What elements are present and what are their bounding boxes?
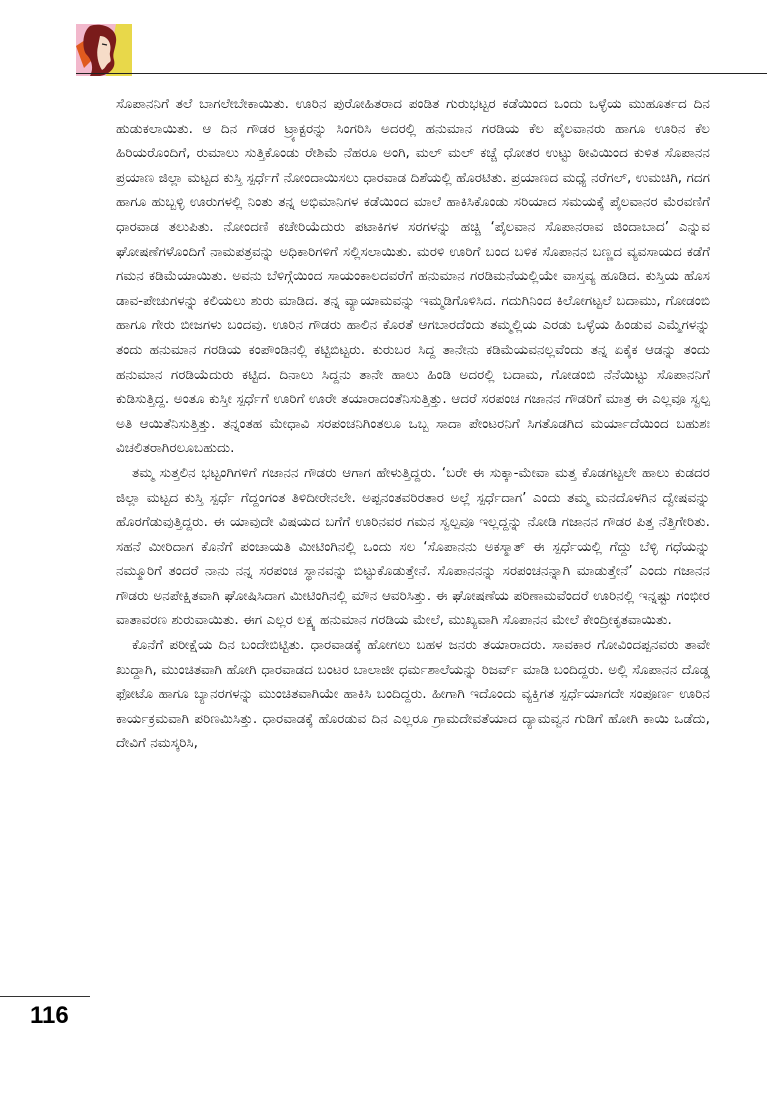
footer-rule bbox=[0, 996, 90, 997]
header-rule bbox=[76, 73, 767, 74]
page-number: 116 bbox=[30, 1002, 69, 1029]
paragraph: ಸೊಪಾನನಿಗೆ ತಲೆ ಬಾಗಲೇಬೇಕಾಯಿತು. ಊರಿನ ಪುರೋಹಿತರಾದ ಪಂಡಿತ ಗುರುಭಟ್ಟರ ಕಡೆಯಿಂದ ಒಂದು ಒಳ್ಳೆಯ ಮುಹೂರ್ತದ ದಿನ ಹುಡುಕಲಾಯಿತು. ಆ ದಿನ ಗೌಡರ ಟ್ರ್ಯಾಕ್ಟರನ್ನು ಸಿಂಗರಿಸಿ ಅದರಲ್ಲಿ ಹನುಮಾನ ಗರಡಿಯ ಕೆಲ ಪೈಲವಾನರು ಹಾಗೂ ಊರಿನ ಕೆಲ ಹಿರಿಯರೊಂದಿಗೆ, ರುಮಾಲು ಸುತ್ತಿಕೊಂಡು ರೇಶಿಮೆ ನೆಹರೂ ಅಂಗಿ, ಮಲ್ ಮಲ್ ಕಚ್ಚೆ ಧೋತರ ಉಟ್ಟು ಠೀವಿಯಿಂದ ಕುಳಿತ ಸೊಪಾನನ ಪ್ರಯಾಣ ಜಿಲ್ಲಾ ಮಟ್ಟದ ಕುಸ್ತಿ ಸ್ಪರ್ಧೆಗೆ ನೋಂದಾಯಿಸಲು ಧಾರವಾಡ ದಿಶೆಯಲ್ಲಿ ಹೊರಟಿತು. ಪ್ರಯಾಣದ ಮಧ್ಯೆ ನರೆಗಲ್, ಉಮಚಿಗಿ, ಗದಗ ಹಾಗೂ ಹುಬ್ಬಳ್ಳಿ ಊರುಗಳಲ್ಲಿ ನಿಂತು ತನ್ನ ಅಭಿಮಾನಿಗಳ ಕಡೆಯಿಂದ ಮಾಲೆ ಹಾಕಿಸಿಕೊಂಡು ಸರಿಯಾದ ಸಮಯಕ್ಕೆ ಪೈಲವಾನರ ಮೆರವಣಿಗೆ ಧಾರವಾಡ ತಲುಪಿತು. ನೋಂದಣಿ ಕಚೇರಿಯೆದುರು ಪಟಾಕಿಗಳ ಸರಗಳನ್ನು ಹಚ್ಚಿ ‘ಪೈಲವಾನ ಸೊಪಾನರಾವ ಜಿಂದಾಬಾದ’ ಎನ್ನುವ ಘೋಷಣೆಗಳೊಂದಿಗೆ ನಾಮಪತ್ರವನ್ನು ಅಧಿಕಾರಿಗಳಿಗೆ ಸಲ್ಲಿಸಲಾಯಿತು. ಮರಳಿ ಊರಿಗೆ ಬಂದ ಬಳಿಕ ಸೊಪಾನನ ಬಣ್ಣದ ವ್ಯವಸಾಯದ ಕಡೆಗೆ ಗಮನ ಕಡಿಮೆಯಾಯಿತು. ಅವನು ಬೆಳಿಗ್ಗೆಯಿಂದ ಸಾಯಂಕಾಲದವರೆಗೆ ಹನುಮಾನ ಗರಡಿಮನೆಯಲ್ಲಿಯೇ ವಾಸ್ತವ್ಯ ಹೂಡಿದ. ಕುಸ್ತಿಯ ಹೊಸ ಡಾವ-ಪೇಚುಗಳನ್ನು ಕಲಿಯಲು ಶುರು ಮಾಡಿದ. ತನ್ನ ವ್ಯಾಯಾಮವನ್ನು ಇಮ್ಮಡಿಗೊಳಿಸಿದ. ಗದುಗಿನಿಂದ ಕಿಲೋಗಟ್ಟಲೆ ಬದಾಮು, ಗೋಡಂಬಿ ಹಾಗೂ ಗೇರು ಬೀಜಗಳು ಬಂದವು. ಊರಿನ ಗೌಡರು ಹಾಲಿನ ಕೊರತೆ ಆಗಬಾರದೆಂದು ತಮ್ಮಲ್ಲಿಯ ಎರಡು ಒಳ್ಳೆಯ ಹಿಂಡುವ ಎಮ್ಮೆಗಳನ್ನು ತಂದು ಹನುಮಾನ ಗರಡಿಯ ಕಂಪೌಂಡಿನಲ್ಲಿ ಕಟ್ಟಿಬಿಟ್ಟರು. ಕುರುಬರ ಸಿದ್ದ ತಾನೇನು ಕಡಿಮೆಯವನಲ್ಲವೆಂದು ತನ್ನ ಏಕೈಕ ಆಡನ್ನು ತಂದು ಹನುಮಾನ ಗರಡಿಯೆದುರು ಕಟ್ಟಿದ. ದಿನಾಲು ಸಿದ್ದನು ತಾನೇ ಹಾಲು ಹಿಂಡಿ ಅದರಲ್ಲಿ ಬದಾಮ, ಗೋಡಂಬಿ ನೆನೆಯಿಟ್ಟು ಸೊಪಾನನಿಗೆ ಕುಡಿಸುತ್ತಿದ್ದ. ಅಂತೂ ಕುಸ್ತೀ ಸ್ಪರ್ಧೆಗೆ ಊರಿಗೆ ಊರೇ ತಯಾರಾದಂತೆನಿಸುತ್ತಿತ್ತು. ಆದರೆ ಸರಪಂಚ ಗಜಾನನ ಗೌಡರಿಗೆ ಮಾತ್ರ ಈ ಎಲ್ಲವೂ ಸ್ವಲ್ಪ ಅತಿ ಆಯಿತೆನಿಸುತ್ತಿತ್ತು. ತನ್ನಂತಹ ಮೇಧಾವಿ ಸರಪಂಚನಿಗಿಂತಲೂ ಒಬ್ಬ ಸಾದಾ ಪೇಂಟರನಿಗೆ ಸಿಗತೊಡಗಿದ ಮರ್ಯಾದೆಯಿಂದ ಬಹುಶಃ ವಿಚಲಿತರಾಗಿರಲೂಬಹುದು. bbox=[116, 96, 710, 457]
paragraph: ಕೊನೆಗೆ ಪರೀಕ್ಷೆಯ ದಿನ ಬಂದೇಬಿಟ್ಟಿತು. ಧಾರವಾಡಕ್ಕೆ ಹೋಗಲು ಬಹಳ ಜನರು ತಯಾರಾದರು. ಸಾವಕಾರ ಗೋವಿಂದಪ್ಪನವರು ತಾವೇ ಖುದ್ದಾಗಿ, ಮುಂಚಿತವಾಗಿ ಹೋಗಿ ಧಾರವಾಡದ ಬಂಟರ ಬಾಲಾಜೀ ಧರ್ಮಶಾಲೆಯನ್ನು ರಿಜರ್ವ್ ಮಾಡಿ ಬಂದಿದ್ದರು. ಅಲ್ಲಿ ಸೊಪಾನನ ದೊಡ್ಡ ಫೋಟೊ ಹಾಗೂ ಬ್ಯಾನರಗಳನ್ನು ಮುಂಚಿತವಾಗಿಯೇ ಹಾಕಿಸಿ ಬಂದಿದ್ದರು. ಹೀಗಾಗಿ ಇದೊಂದು ವ್ಯಕ್ತಿಗತ ಸ್ಪರ್ಧೆಯಾಗದೇ ಸಂಪೂರ್ಣ ಊರಿನ ಕಾರ್ಯಕ್ರಮವಾಗಿ ಪರಿಣಮಿಸಿತ್ತು. ಧಾರವಾಡಕ್ಕೆ ಹೊರಡುವ ದಿನ ಎಲ್ಲರೂ ಗ್ರಾಮದೇವತೆಯಾದ ದ್ಯಾಮವ್ವನ ಗುಡಿಗೆ ಹೋಗಿ ಕಾಯಿ ಒಡೆದು, ದೇವಿಗೆ ನಮಸ್ಕರಿಸಿ, bbox=[116, 637, 710, 752]
face-profile-logo-icon bbox=[76, 24, 132, 76]
body-text bbox=[116, 92, 710, 756]
paragraph: ತಮ್ಮ ಸುತ್ತಲಿನ ಭಟ್ಟಂಗಿಗಳಿಗೆ ಗಜಾನನ ಗೌಡರು ಆಗಾಗ ಹೇಳುತ್ತಿದ್ದರು. ‘ಬರೇ ಈ ಸುಕ್ಕಾ-ಮೇವಾ ಮತ್ತ ಕೊಡಗಟ್ಟಲೇ ಹಾಲು ಕುಡದರ ಜಿಲ್ಲಾ ಮಟ್ಟದ ಕುಸ್ತಿ ಸ್ಪರ್ಧೆ ಗೆದ್ದಂಗಂತ ತಿಳಿದೀರೇನಲೇ. ಅಪ್ಪನಂತವರಿರತಾರ ಅಲ್ಲೆ ಸ್ಪರ್ಧೆದಾಗ’ ಎಂದು ತಮ್ಮ ಮನದೊಳಗಿನ ದ್ವೇಷವನ್ನು ಹೊರಗೆಡುವುತ್ತಿದ್ದರು. ಈ ಯಾವುದೇ ವಿಷಯದ ಬಗೆಗೆ ಊರಿನವರ ಗಮನ ಸ್ವಲ್ಪವೂ ಇಲ್ಲದ್ದನ್ನು ನೋಡಿ ಗಜಾನನ ಗೌಡರ ಪಿತ್ತ ನೆತ್ತಿಗೇರಿತು. ಸಹನೆ ಮೀರಿದಾಗ ಕೊನೆಗೆ ಪಂಚಾಯತಿ ಮೀಟಿಂಗಿನಲ್ಲಿ ಒಂದು ಸಲ ‘ಸೊಪಾನನು ಅಕಸ್ಮಾತ್ ಈ ಸ್ಪರ್ಧೆಯಲ್ಲಿ ಗೆದ್ದು ಬೆಳ್ಳಿ ಗಧೆಯನ್ನು ನಮ್ಮೂರಿಗೆ ತಂದರೆ ನಾನು ನನ್ನ ಸರಪಂಚ ಸ್ಥಾನವನ್ನು ಬಿಟ್ಟುಕೊಡುತ್ತೇನೆ. ಸೊಪಾನನನ್ನು ಸರಪಂಚನನ್ನಾಗಿ ಮಾಡುತ್ತೇನೆ’ ಎಂದು ಗಜಾನನ ಗೌಡರು ಅನಪೇಕ್ಷಿತವಾಗಿ ಘೋಷಿಸಿದಾಗ ಮೀಟಿಂಗಿನಲ್ಲಿ ಮೌನ ಆವರಿಸಿತ್ತು. ಈ ಘೋಷಣೆಯ ಪರಿಣಾಮವೆಂದರೆ ಊರಿನಲ್ಲಿ ಇನ್ನಷ್ಟು ಗಂಭೀರ ವಾತಾವರಣ ಶುರುವಾಯಿತು. ಈಗ ಎಲ್ಲರ ಲಕ್ಷ್ಯ ಹನುಮಾನ ಗರಡಿಯ ಮೇಲೆ, ಮುಖ್ಯವಾಗಿ ಸೊಪಾನನ ಮೇಲೆ ಕೇಂದ್ರೀಕೃತವಾಯಿತು. bbox=[116, 464, 710, 629]
